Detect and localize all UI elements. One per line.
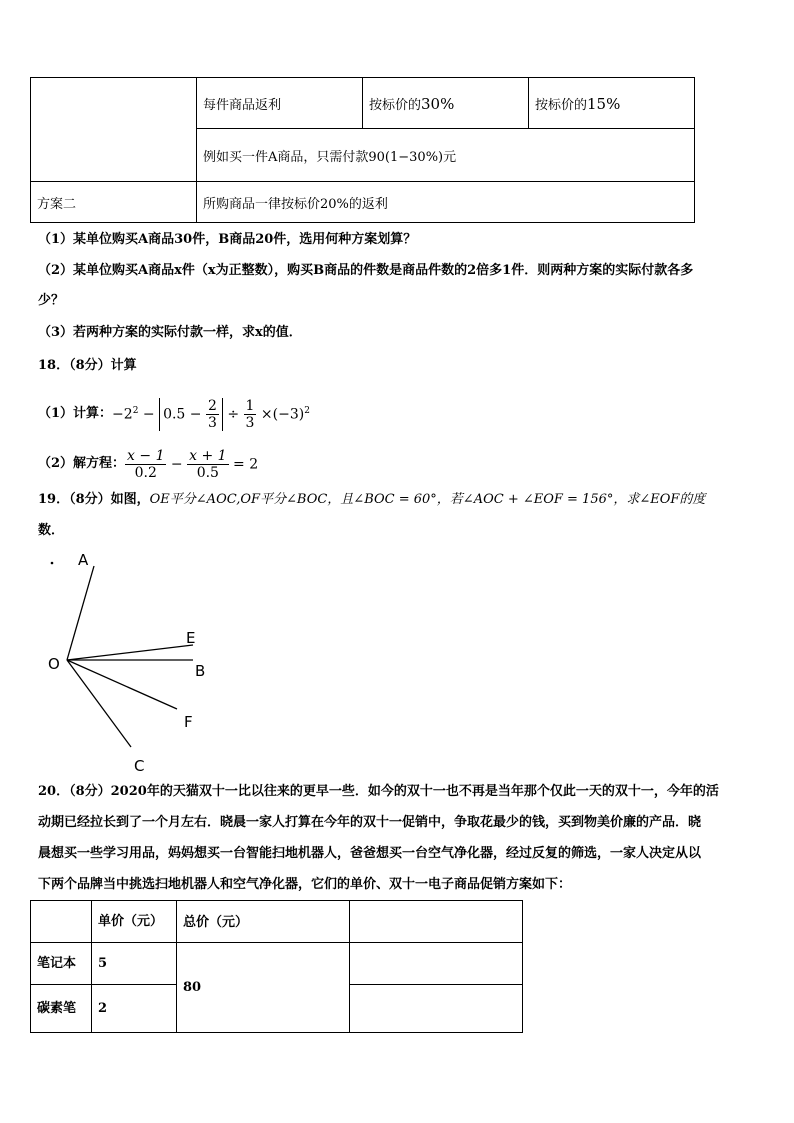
ray-oc bbox=[67, 660, 131, 747]
label-c: C bbox=[134, 757, 145, 775]
q18-equation: $\frac{x - 1}{0.2}$ − $\frac{x + 1}{0.5}$ = 2 bbox=[127, 447, 259, 481]
header-blank bbox=[350, 901, 523, 943]
angle-figure bbox=[30, 545, 230, 780]
header-total: 总价（元） bbox=[177, 901, 350, 943]
label-a: A bbox=[78, 551, 89, 569]
label-b: B bbox=[195, 662, 206, 680]
q19-line1: 19．（8分）如图，OE平分∠AOC,OF平分∠BOC，且∠BOC = 60°，若∠AOC + ∠EOF = 156°，求∠EOF的度 bbox=[38, 492, 706, 507]
row-pen-blank bbox=[350, 985, 523, 1033]
stray-dot bbox=[51, 562, 54, 565]
q20-line4: 下两个品牌当中挑选扫地机器人和空气净化器，它们的单价、双十一电子商品促销方案如下： bbox=[38, 877, 572, 892]
ray-oa bbox=[67, 566, 94, 660]
label-o: O bbox=[48, 655, 60, 673]
label-f: F bbox=[184, 713, 193, 731]
row-notebook-blank bbox=[350, 943, 523, 985]
q18-expression: $-2^2 - 0.5$ − $\frac{2}{3}$ ÷ $\frac{1}{3}$ $\times(-3)^2$ bbox=[112, 397, 310, 431]
scheme-two-desc: 所购商品一律按标价20%的返利 bbox=[197, 182, 695, 223]
q17-part2-line1: （2）某单位购买A商品x件（x为正整数），购买B商品的件数是商品件数的2倍多1件．则两种方案的实际付款各多 bbox=[38, 263, 694, 278]
ray-oe bbox=[67, 645, 193, 660]
stationery-table bbox=[30, 900, 523, 1033]
scheme-one-cell bbox=[31, 78, 197, 182]
rebate-b-cell: 按标价的15% bbox=[529, 78, 695, 129]
ray-of bbox=[67, 660, 177, 709]
q18-title: 18．（8分）计算 bbox=[38, 358, 137, 373]
q17-part2-line2: 少？ bbox=[38, 293, 65, 308]
row-notebook-name: 笔记本 bbox=[31, 943, 92, 985]
total-cell: 80 bbox=[177, 943, 350, 1033]
corner-cell bbox=[31, 901, 92, 943]
label-e: E bbox=[186, 629, 196, 647]
rebate-a-cell: 按标价的30% bbox=[363, 78, 529, 129]
row-notebook-price: 5 bbox=[92, 943, 177, 985]
q20-line3: 晨想买一些学习用品，妈妈想买一台智能扫地机器人，爸爸想买一台空气净化器，经过反复的筛选，一家人决定从以 bbox=[38, 846, 702, 861]
example-cell: 例如买一件A商品，只需付款90(1−30%)元 bbox=[197, 129, 695, 182]
rebate-label-cell: 每件商品返利 bbox=[197, 78, 363, 129]
scheme-table bbox=[30, 77, 695, 223]
q20-line2: 动期已经拉长到了一个月左右．晓晨一家人打算在今年的双十一促销中，争取花最少的钱，买到物美价廉的产品．晓 bbox=[38, 815, 702, 830]
q19-line2: 数． bbox=[38, 523, 65, 538]
header-price: 单价（元） bbox=[92, 901, 177, 943]
q17-part3: （3）若两种方案的实际付款一样，求x的值． bbox=[38, 325, 302, 340]
q17-part1: （1）某单位购买A商品30件，B商品20件，选用何种方案划算？ bbox=[38, 232, 417, 247]
scheme-two-label: 方案二 bbox=[31, 182, 197, 223]
q18-part1: （1）计算： $-2^2 - 0.5$ − $\frac{2}{3}$ ÷ $\frac{1}{3}$ $\times(-3)^2$ bbox=[38, 397, 310, 431]
row-pen-price: 2 bbox=[92, 985, 177, 1033]
row-pen-name: 碳素笔 bbox=[31, 985, 92, 1033]
q20-line1: 20．（8分）2020年的天猫双十一比以往来的更早一些．如今的双十一也不再是当年那个仅此一天的双十一，今年的活 bbox=[38, 784, 719, 799]
q18-part2: （2）解方程： $\frac{x - 1}{0.2}$ − $\frac{x + 1}{0.5}$ = 2 bbox=[38, 447, 259, 481]
